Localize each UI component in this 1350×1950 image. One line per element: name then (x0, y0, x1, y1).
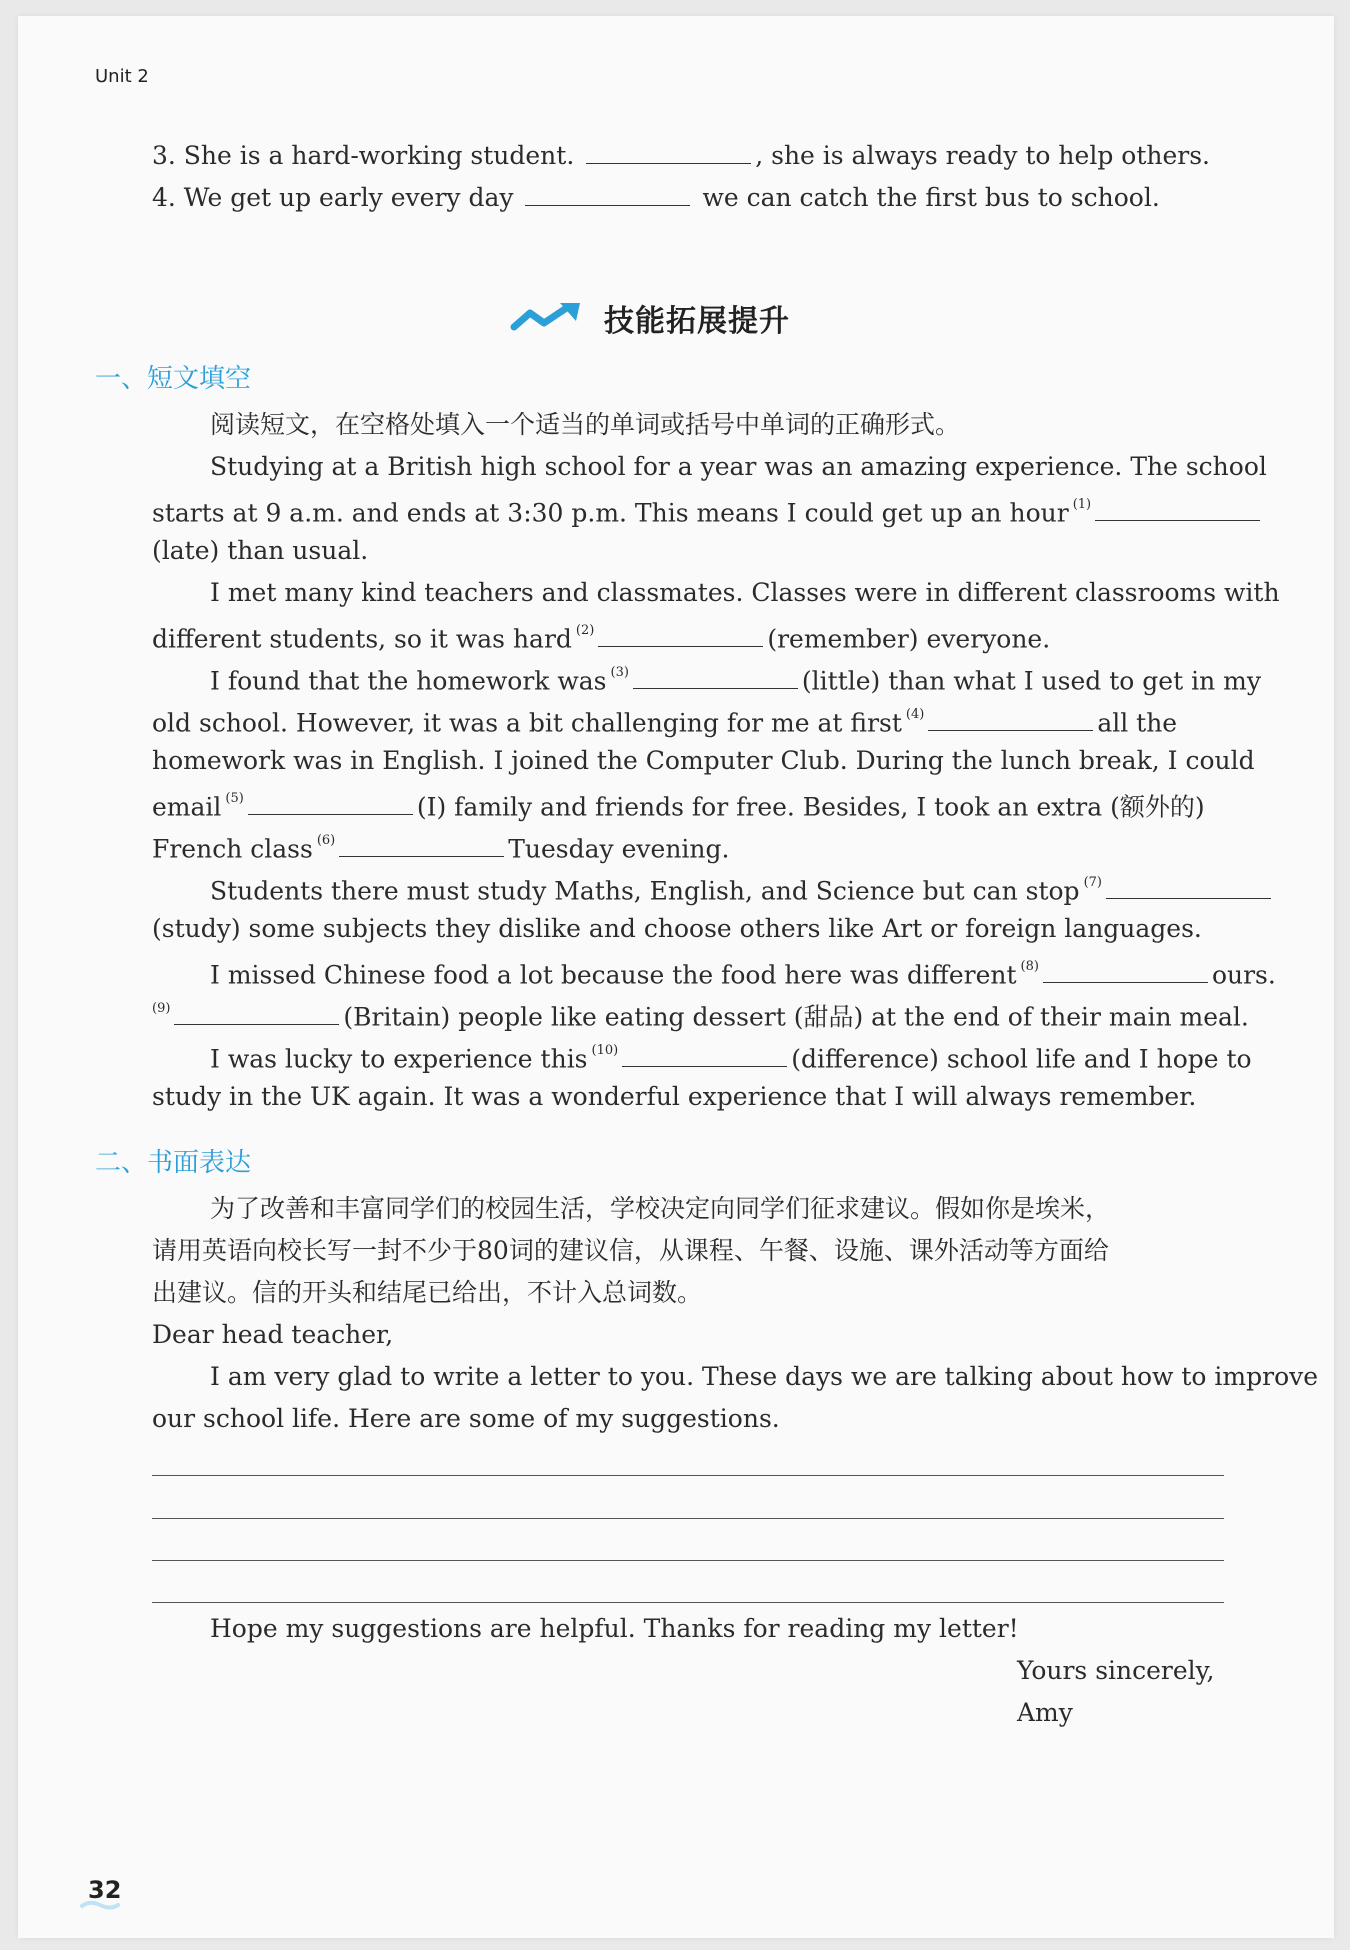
writing-prompt-line: 为了改善和丰富同学们的校园生活，学校决定向同学们征求建议。假如你是埃米， (210, 1194, 1111, 1223)
rising-trend-arrow-icon (510, 301, 584, 335)
passage-line: Studying at a British high school for a year was an amazing experience. The school (210, 452, 1267, 481)
section-1-title: 一、短文填空 (95, 364, 252, 394)
letter-opening-line: I am very glad to write a letter to you. These days we are talking about how to improve (210, 1362, 1319, 1391)
passage-line: (study) some subjects they dislike and choose others like Art or foreign languages. (152, 914, 1202, 943)
answer-blank-10[interactable] (622, 1040, 787, 1067)
answer-blank-3[interactable] (633, 662, 798, 689)
section-2-title: 二、书面表达 (95, 1148, 252, 1178)
answer-blank-q3[interactable] (586, 137, 751, 164)
letter-closing: Hope my suggestions are helpful. Thanks for reading my letter! (210, 1614, 1019, 1643)
writing-prompt-line: 请用英语向校长写一封不少于80词的建议信，从课程、午餐、设施、课外活动等方面给 (152, 1236, 1109, 1265)
passage-line: email $^{(5)}$ (I) family and friends for free. Besides, I took an extra (额外的) (152, 788, 1205, 822)
passage-line: Students there must study Maths, English, and Science but can stop $^{(7)}$ (210, 872, 1275, 906)
answer-blank-2[interactable] (598, 620, 763, 647)
writing-prompt-line: 出建议。信的开头和结尾已给出，不计入总词数。 (152, 1278, 703, 1307)
blank-number-3: (3) (610, 665, 629, 680)
section-banner (510, 296, 790, 340)
blank-number-1: (1) (1072, 497, 1092, 512)
passage-line: starts at 9 a.m. and ends at 3:30 p.m. This means I could get up an hour $^{(1)}$ (152, 494, 1264, 528)
blank-number-9: (9) (152, 1001, 171, 1016)
blank-number-5: (5) (225, 791, 244, 806)
page-number-decoration (80, 1900, 120, 1910)
passage-line: I was lucky to experience this $^{(10)}$ (difference) school life and I hope to (210, 1040, 1252, 1074)
writing-line[interactable] (152, 1518, 1224, 1519)
passage-line: I found that the homework was $^{(3)}$ (little) than what I used to get in my (210, 662, 1261, 696)
blank-number-7: (7) (1083, 875, 1102, 890)
passage-line: (late) than usual. (152, 536, 369, 565)
blank-number-8: (8) (1020, 959, 1039, 974)
blank-number-2: (2) (575, 623, 595, 638)
blank-number-10: (10) (591, 1043, 619, 1058)
passage-line: $^{(9)}$ (Britain) people like eating dessert (甜品) at the end of their main meal. (152, 998, 1249, 1032)
passage-line: old school. However, it was a bit challenging for me at first $^{(4)}$ all the (152, 704, 1177, 738)
blank-number-4: (4) (905, 707, 925, 722)
letter-greeting: Dear head teacher, (152, 1320, 394, 1349)
banner-title: 技能拓展提升 (604, 304, 790, 339)
blank-number-6: (6) (316, 833, 336, 848)
passage-line: homework was in English. I joined the Computer Club. During the lunch break, I could (152, 746, 1255, 775)
letter-opening-line: our school life. Here are some of my suggestions. (152, 1404, 780, 1433)
question-3: 3. She is a hard-working student. , she is always ready to help others. (152, 137, 1210, 171)
answer-blank-5[interactable] (248, 788, 413, 815)
unit-label: Unit 2 (95, 66, 149, 87)
passage-line: study in the UK again. It was a wonderful experience that I will always remember. (152, 1082, 1197, 1111)
section-1-instruction: 阅读短文，在空格处填入一个适当的单词或括号中单词的正确形式。 (210, 410, 961, 439)
passage-line: different students, so it was hard $^{(2)}$ (remember) everyone. (152, 620, 1050, 654)
writing-line[interactable] (152, 1560, 1224, 1561)
question-4: 4. We get up early every day we can catch the first bus to school. (152, 179, 1160, 213)
letter-signature: Amy (1017, 1698, 1073, 1727)
passage-line: I met many kind teachers and classmates. Classes were in different classrooms with (210, 578, 1280, 607)
passage-line: French class $^{(6)}$ Tuesday evening. (152, 830, 729, 864)
answer-blank-6[interactable] (339, 830, 504, 857)
answer-blank-4[interactable] (928, 704, 1093, 731)
passage-line: I missed Chinese food a lot because the food here was different $^{(8)}$ ours. (210, 956, 1276, 990)
writing-line[interactable] (152, 1602, 1224, 1603)
answer-blank-9[interactable] (174, 998, 339, 1025)
writing-line[interactable] (152, 1475, 1224, 1476)
answer-blank-8[interactable] (1043, 956, 1208, 983)
answer-blank-q4[interactable] (525, 179, 690, 206)
answer-blank-7[interactable] (1106, 872, 1271, 899)
answer-blank-1[interactable] (1095, 494, 1260, 521)
page-number: 32 (88, 1876, 122, 1904)
letter-signoff: Yours sincerely, (1017, 1656, 1215, 1685)
